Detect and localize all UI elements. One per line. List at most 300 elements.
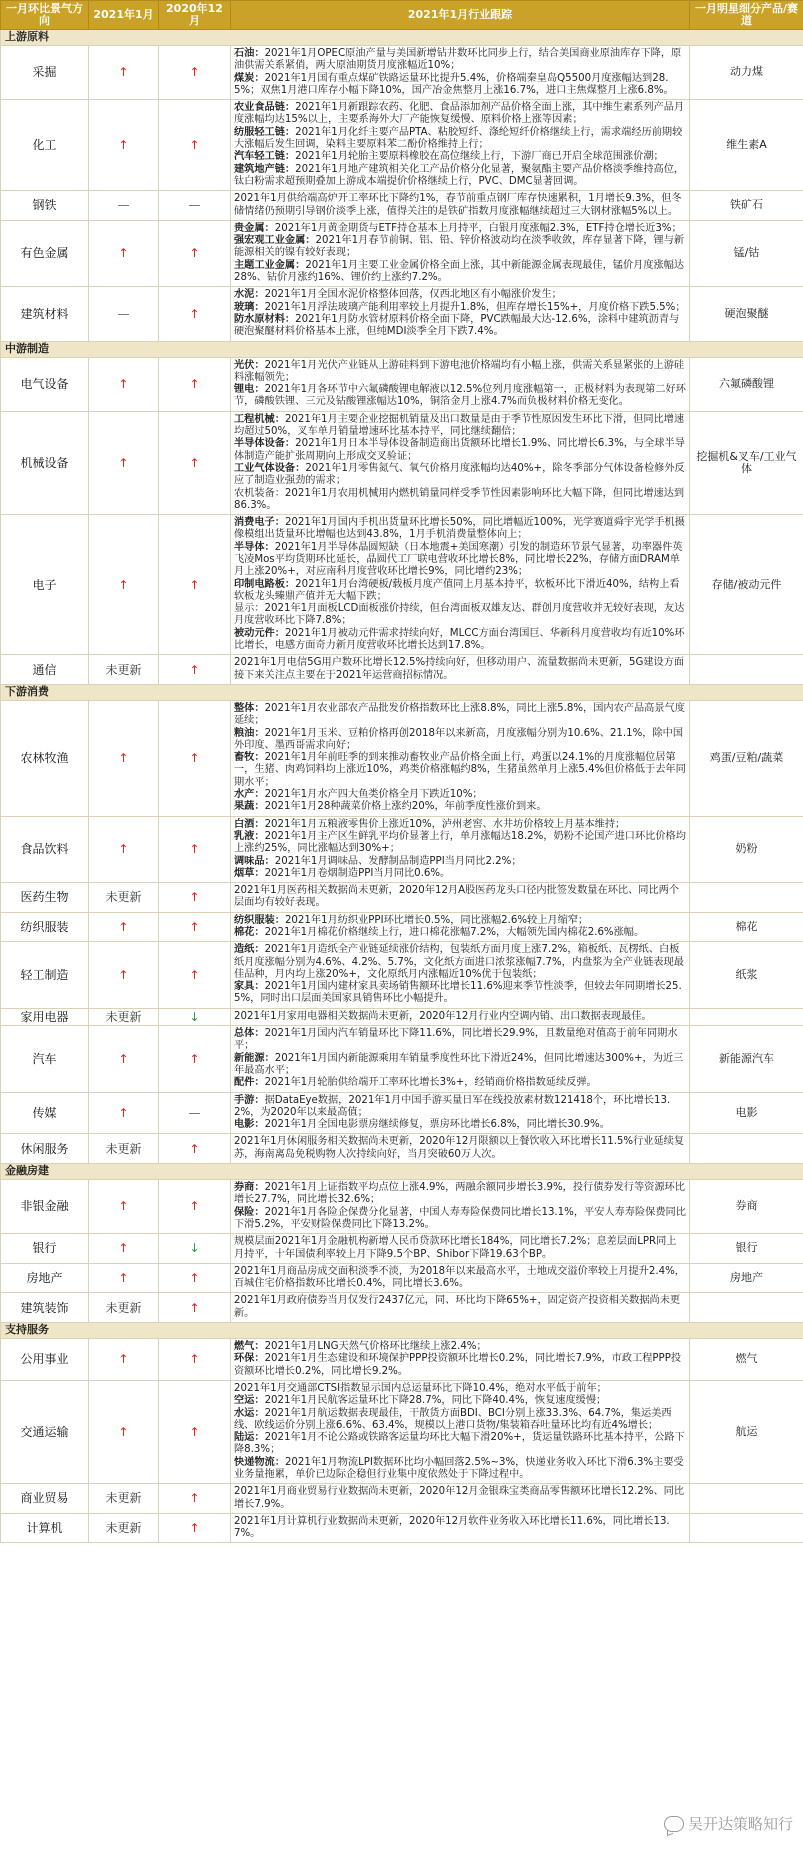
tracking-text <box>231 191 690 221</box>
table-row <box>1 1134 803 1164</box>
dec-direction: — <box>159 191 231 221</box>
tracking-keyword: 畜牧： <box>234 752 265 764</box>
jan-direction: 未更新 <box>89 655 159 685</box>
dec-direction: ↑ <box>159 1263 231 1293</box>
tracking-detail: 2021年1月水产四大鱼类价格全月下跌近10%； <box>264 789 483 801</box>
dec-direction: ↑ <box>159 816 231 882</box>
tracking-detail: 2021年1月造纸全产业链延续涨价结构，包装纸方面月度上涨7.2%，箱板纸、瓦楞纸、白板纸月度涨幅分别为4.6%、4.2%、5.7%，文化纸方面进口浓浆涨幅7.7%，内盘浆为全产业链表现最佳品种，月内均上涨20%+，文化原纸月内涨幅近10%优于包装纸； <box>234 944 684 980</box>
tracking-keyword: 建筑地产链： <box>234 163 296 175</box>
tracking-paragraph <box>234 915 686 927</box>
tracking-detail: 2021年1月光伏产业链从上游硅料到下游电池价格端均有小幅上涨，供需关系显紧张的上游硅料涨幅领先； <box>234 359 685 383</box>
tracking-detail: 2021年1月主要企业挖掘机销量及出口数量是由于季节性原因发生环比下滑，但同比增速均超过50%，叉车单月销量增速环比基本持平，同比继续翻倍； <box>234 413 685 438</box>
industry-name: 计算机 <box>1 1513 89 1543</box>
tracking-paragraph <box>234 1011 686 1023</box>
tracking-paragraph <box>234 1408 686 1433</box>
tracking-detail: 2021年1月国内手机出货量环比增长50%，同比增幅近100%，光学赛道舜宇光学手机摄像模组出货量环比增幅也达到43.8%，1月手机消费量整体向上； <box>234 517 685 541</box>
star-product: 棉花 <box>690 912 803 942</box>
tracking-detail: 2021年1月国内汽车销量环比下降11.6%，同比增长29.9%，且数量绝对值高于前年同期水平； <box>234 1028 678 1052</box>
tracking-paragraph <box>234 48 686 73</box>
star-product: 航运 <box>690 1380 803 1483</box>
star-product: 维生素A <box>690 100 803 191</box>
jan-direction: 未更新 <box>89 1293 159 1323</box>
industry-name: 家用电器 <box>1 1008 89 1025</box>
dec-direction: ↑ <box>159 700 231 816</box>
table-row <box>1 357 803 411</box>
tracking-paragraph <box>234 1207 686 1232</box>
dec-direction: ↑ <box>159 1380 231 1483</box>
star-product: 动力煤 <box>690 46 803 100</box>
dec-direction: ↑ <box>159 912 231 942</box>
header-dec: 2020年12月 <box>159 1 231 30</box>
tracking-detail: 2021年1月国内新能源乘用车销量季度性环比下滑近24%，但同比增速达300%+，为近三年最高水平； <box>234 1052 684 1076</box>
tracking-paragraph <box>234 831 686 856</box>
header-product: 一月明星细分产品/赛道 <box>690 1 803 30</box>
tracking-paragraph <box>234 360 686 385</box>
table-row <box>1 700 803 816</box>
tracking-detail: 2021年1月休闲服务相关数据尚未更新，2020年12月限额以上餐饮收入环比增长11.5%行业延续复苏，海南离岛免税购物人次持续向好，当月突破60万人次。 <box>234 1136 685 1160</box>
tracking-text <box>231 1234 690 1264</box>
tracking-detail: 2021年1月国内建材家具卖场销售额环比增长11.6%迎来季节性淡季，但较去年同期增长25.5%，同时出口层面美国家具销售环比小幅提升。 <box>234 981 682 1005</box>
tracking-paragraph <box>234 1119 686 1131</box>
industry-name: 房地产 <box>1 1263 89 1293</box>
tracking-keyword: 水泥： <box>234 289 265 301</box>
tracking-detail: 2021年1月家用电器相关数据尚未更新，2020年12月行业内空调内销、出口数据表现最佳。 <box>234 1010 652 1022</box>
jan-direction: ↑ <box>89 700 159 816</box>
star-product: 存储/被动元件 <box>690 515 803 655</box>
tracking-detail: 2021年1月农业部农产品批发价格指数环比上涨8.8%，同比上涨5.8%，国内农产品高景气度延续； <box>234 702 685 727</box>
tracking-paragraph <box>234 235 686 260</box>
table-row <box>1 1234 803 1264</box>
tracking-paragraph <box>234 579 686 604</box>
jan-direction: 未更新 <box>89 1008 159 1025</box>
jan-direction: ↑ <box>89 942 159 1008</box>
table-row <box>1 287 803 341</box>
tracking-paragraph <box>234 603 686 628</box>
tracking-keyword: 纺服轻工链： <box>234 126 296 138</box>
dec-direction: ↑ <box>159 1180 231 1234</box>
tracking-keyword: 环保： <box>234 1353 265 1365</box>
tracking-detail: 据DataEye数据，2021年1月中国手游买量日军在线投放素材数121418个，环比增长13.2%，为2020年以来最高值； <box>234 1094 671 1118</box>
tracking-detail: 2021年1月春节前铜、铝、铅、锌价格波动均在淡季收敛，库存显著下降，锂与新能源相关的镍有较好表现； <box>234 235 685 259</box>
jan-direction: ↑ <box>89 100 159 191</box>
tracking-text <box>231 655 690 685</box>
tracking-paragraph <box>234 384 686 409</box>
tracking-text <box>231 1134 690 1164</box>
tracking-detail: 2021年1月民航客运量环比下降28.7%，同比下降40.4%，恢复速度缓慢； <box>264 1395 607 1407</box>
industry-name: 食品饮料 <box>1 816 89 882</box>
tracking-paragraph <box>234 1432 686 1457</box>
star-product: 电影 <box>690 1092 803 1134</box>
tracking-text <box>231 912 690 942</box>
header-tracking: 2021年1月行业跟踪 <box>231 1 690 30</box>
tracking-detail: 2021年1月棉花价格继续上行，进口棉花涨幅7.2%，大幅领先国内棉花2.6%涨幅。 <box>264 927 645 938</box>
industry-name: 轻工制造 <box>1 942 89 1008</box>
tracking-keyword: 锂电： <box>234 384 265 396</box>
tracking-paragraph <box>234 1395 686 1407</box>
tracking-paragraph <box>234 981 686 1006</box>
tracking-keyword: 造纸： <box>234 944 265 956</box>
tracking-keyword: 燃气： <box>234 1341 265 1353</box>
section-row <box>1 30 803 46</box>
jan-direction: 未更新 <box>89 1484 159 1514</box>
dec-direction: ↑ <box>159 100 231 191</box>
jan-direction: ↑ <box>89 1092 159 1134</box>
tracking-text <box>231 46 690 100</box>
star-product: 房地产 <box>690 1263 803 1293</box>
tracking-detail: 2021年1月航运数据表现最佳，干散货方面BDI、BCI分别上涨33.3%、64.7%，集运美西线、欧线运价分别上涨6.6%、63.4%，规模以上港口货物/集装箱吞吐量环比均有近4%增长； <box>234 1407 672 1431</box>
tracking-detail: 2021年1月OPEC原油产量与美国新增钻井数环比同步上行，结合美国商业原油库存下降，原油供需关系紧俏，两大原油期货月度涨幅近10%； <box>234 48 682 72</box>
tracking-detail: 2021年1月主要工业金属价格全面上涨，其中新能源金属表现最佳，锰价月度涨幅达28%、钴价月涨约16%、锂价约上涨约7.2%。 <box>234 259 685 284</box>
industry-name: 有色金属 <box>1 220 89 286</box>
jan-direction: ↑ <box>89 1263 159 1293</box>
industry-name: 通信 <box>1 655 89 685</box>
tracking-paragraph <box>234 289 686 301</box>
tracking-detail: 2021年1月国有重点煤矿铁路运量环比提升5.4%，价格端秦皇岛Q5500月度涨幅达到28.5%；双焦1月港口库存小幅下降10%，国产冶金焦整月上涨16.7%，进口主焦煤整月上涨6.8%。 <box>234 72 674 96</box>
table-row <box>1 1092 803 1134</box>
tracking-detail: 2021年1月商业贸易行业数据尚未更新，2020年12月金银珠宝类商品零售额环比增长12.2%、同比增长7.9%。 <box>234 1486 685 1510</box>
jan-direction: 未更新 <box>89 883 159 913</box>
tracking-detail: 2021年1月新跟踪农药、化肥、食品添加剂产品价格全面上涨，其中维生素系列产品月度涨幅均达15%以上，主要系海外大厂产能恢复缓慢、原料价格上涨等因素； <box>234 102 685 126</box>
tracking-text <box>231 515 690 655</box>
star-product <box>690 1293 803 1323</box>
jan-direction: ↑ <box>89 1026 159 1092</box>
tracking-keyword: 被动元件： <box>234 627 285 639</box>
tracking-paragraph <box>234 1486 686 1511</box>
tracking-keyword: 空运： <box>234 1395 265 1407</box>
industry-name: 农林牧渔 <box>1 700 89 816</box>
tracking-text <box>231 1180 690 1234</box>
jan-direction: 未更新 <box>89 1513 159 1543</box>
tracking-detail: 2021年1月化纤主要产品PTA、粘胶短纤、涤纶短纤价格继续上行，需求端经历前期较大涨幅后发生回调，染料主要原料苯二酚价格维持上行； <box>234 126 683 151</box>
table-row <box>1 1263 803 1293</box>
star-product: 铁矿石 <box>690 191 803 221</box>
tracking-paragraph <box>234 657 686 682</box>
tracking-keyword: 总体： <box>234 1028 265 1040</box>
star-product <box>690 1008 803 1025</box>
dec-direction: ↑ <box>159 357 231 411</box>
header-jan: 2021年1月 <box>89 1 159 30</box>
table-row <box>1 816 803 882</box>
tracking-keyword: 白酒： <box>234 818 265 830</box>
tracking-detail: 2021年1月防水管材原料价格全面下降，PVC跌幅最大达-12.6%，涂料中建筑沥青与硬泡聚醚材料价格基本上涨，但纯MDI淡季全月下跌7.4%。 <box>234 313 680 338</box>
tracking-text <box>231 700 690 816</box>
tracking-text <box>231 411 690 514</box>
tracking-keyword: 保险： <box>234 1206 265 1218</box>
tracking-detail: 2021年1月供给端高炉开工率环比下降约1%，春节前重点钢厂库存快速累积，1月增长9.3%，但冬储情绪仍预期引导钢价淡季上涨，值得关注的是铁矿指数月度涨幅继续超过三大钢材涨幅5%以上。 <box>234 193 682 217</box>
tracking-keyword: 家具： <box>234 981 265 993</box>
tracking-paragraph <box>234 414 686 439</box>
tracking-paragraph <box>234 463 686 488</box>
tracking-paragraph <box>234 885 686 910</box>
industry-name: 电子 <box>1 515 89 655</box>
tracking-paragraph <box>234 488 686 513</box>
tracking-keyword: 强宏观工业金属： <box>234 235 316 247</box>
tracking-keyword: 整体： <box>234 702 265 714</box>
jan-direction: ↑ <box>89 1380 159 1483</box>
tracking-text <box>231 1263 690 1293</box>
star-product: 纸浆 <box>690 942 803 1008</box>
table-row <box>1 46 803 100</box>
tracking-paragraph <box>234 151 686 163</box>
tracking-keyword: 水产： <box>234 789 265 801</box>
tracking-keyword: 汽车轻工链： <box>234 151 296 163</box>
industry-name: 商业贸易 <box>1 1484 89 1514</box>
tracking-detail: 2021年1月医药相关数据尚未更新，2020年12月A股医药龙头口径内批签发数量在环比、同比两个层面均有较好表现。 <box>234 885 680 909</box>
section-row <box>1 684 803 700</box>
dec-direction: — <box>159 1092 231 1134</box>
section-row <box>1 341 803 357</box>
tracking-detail: 2021年1月物流LPI数据环比均小幅回落2.5%~3%，快递业务收入环比下滑6.3%主要受业务量拖累，单价已边际企稳但行业集中度依然处于下降过程中。 <box>234 1456 684 1480</box>
tracking-text <box>231 1484 690 1514</box>
tracking-paragraph <box>234 628 686 653</box>
dec-direction: ↑ <box>159 1134 231 1164</box>
tracking-paragraph <box>234 1053 686 1078</box>
tracking-keyword: 工程机械： <box>234 413 285 425</box>
dec-direction: ↓ <box>159 1234 231 1264</box>
tracking-keyword: 防水原材料： <box>234 313 296 325</box>
table-row <box>1 1513 803 1543</box>
dec-direction: ↑ <box>159 287 231 341</box>
table-row <box>1 1380 803 1483</box>
tracking-paragraph <box>234 102 686 127</box>
tracking-text <box>231 1008 690 1025</box>
tracking-paragraph <box>234 1095 686 1120</box>
dec-direction: ↑ <box>159 411 231 514</box>
tracking-paragraph <box>234 856 686 868</box>
industry-name: 纺织服装 <box>1 912 89 942</box>
jan-direction: ↑ <box>89 46 159 100</box>
jan-direction: — <box>89 191 159 221</box>
tracking-detail: 2021年1月各环节中六氟磷酸锂电解液以12.5%位列月度涨幅第一，正极材料为表现第二好环节，磷酸铁锂、三元及钴酸锂涨幅达10%，铜箔金月上涨4.7%而负极材料价格无变化。 <box>234 384 686 408</box>
table-row <box>1 515 803 655</box>
table-body <box>1 30 803 1543</box>
industry-name: 休闲服务 <box>1 1134 89 1164</box>
section-title: 金融房建 <box>1 1164 803 1180</box>
tracking-keyword: 调味品： <box>234 855 275 867</box>
tracking-keyword: 贵金属： <box>234 222 275 234</box>
tracking-detail: 2021年1月轮胎供给端开工率环比增长3%+，经销商价格指数延续反弹。 <box>264 1077 597 1089</box>
tracking-text <box>231 1380 690 1483</box>
tracking-keyword: 烟草： <box>234 867 265 879</box>
tracking-detail: 2021年1月黄金期货与ETF持仓基本上月持平，白银月度涨幅2.3%，ETF持仓增长近3%； <box>274 222 682 234</box>
tracking-detail: 2021年1月台湾硬板/载板月度产值同上月基本持平，软板环比下滑近40%，结构上看软板龙头臻鼎产值并无大幅下跌； <box>234 578 680 602</box>
jan-direction: ↑ <box>89 1234 159 1264</box>
tracking-paragraph <box>234 728 686 753</box>
tracking-paragraph <box>234 1028 686 1053</box>
star-product: 券商 <box>690 1180 803 1234</box>
table-row <box>1 1180 803 1234</box>
section-row <box>1 1164 803 1180</box>
jan-direction: ↑ <box>89 220 159 286</box>
tracking-paragraph <box>234 73 686 98</box>
tracking-keyword: 乳液： <box>234 830 265 842</box>
table-row <box>1 883 803 913</box>
table-row <box>1 942 803 1008</box>
tracking-keyword: 电影： <box>234 1119 265 1131</box>
star-product: 鸡蛋/豆粕/蔬菜 <box>690 700 803 816</box>
tracking-detail: 2021年1月调味品、发酵制品制造PPI当月同比2.2%； <box>274 855 522 867</box>
tracking-keyword: 果蔬： <box>234 801 265 813</box>
jan-direction: ↑ <box>89 411 159 514</box>
industry-name: 化工 <box>1 100 89 191</box>
tracking-paragraph <box>234 1136 686 1161</box>
tracking-keyword: 消费电子： <box>234 517 285 529</box>
tracking-detail: 2021年1月生态建设和环境保护PPP投资额环比增长0.2%，同比增长7.9%，市政工程PPP投资额环比增长0.2%，同比增长9.2%。 <box>234 1353 682 1377</box>
section-row <box>1 1323 803 1339</box>
industry-name: 传媒 <box>1 1092 89 1134</box>
tracking-paragraph <box>234 1341 686 1353</box>
industry-name: 汽车 <box>1 1026 89 1092</box>
watermark-text: 吴开达策略知行 <box>687 1815 793 1833</box>
tracking-detail: 显示：2021年1月面板LCD面板涨价持续，但台湾面板双雄友达、群创月度营收并无较好表现，友达月度营收环比下降7.8%； <box>234 603 685 627</box>
star-product: 硬泡聚醚 <box>690 287 803 341</box>
industry-name: 建筑装饰 <box>1 1293 89 1323</box>
dec-direction: ↑ <box>159 220 231 286</box>
tracking-text <box>231 220 690 286</box>
dec-direction: ↑ <box>159 942 231 1008</box>
industry-name: 医药生物 <box>1 883 89 913</box>
jan-direction: ↑ <box>89 1339 159 1381</box>
tracking-paragraph <box>234 1516 686 1541</box>
jan-direction: ↑ <box>89 912 159 942</box>
tracking-detail: 2021年1月各险企保费分化显著，中国人寿寿险保费同比增长13.1%，平安人寿寿险保费同比下滑5.2%，平安财险保费同比下降13.2%。 <box>234 1206 686 1230</box>
table-row <box>1 191 803 221</box>
tracking-detail: 2021年1月上证指数平均点位上涨4.9%，两融余额同步增长3.9%，投行债券发行等资源环比增长27.7%，同比增长32.6%； <box>234 1182 685 1206</box>
tracking-paragraph <box>234 1236 686 1261</box>
tracking-paragraph <box>234 1295 686 1320</box>
jan-direction: ↑ <box>89 1180 159 1234</box>
tracking-keyword: 粮油： <box>234 727 265 739</box>
tracking-paragraph <box>234 302 686 314</box>
dec-direction: ↑ <box>159 1513 231 1543</box>
table-row <box>1 411 803 514</box>
table-row <box>1 1008 803 1025</box>
star-product: 燃气 <box>690 1339 803 1381</box>
tracking-detail: 2021年1月28种蔬菜价格上涨约20%，年前季度性涨价到来。 <box>264 801 547 813</box>
dec-direction: ↑ <box>159 883 231 913</box>
tracking-paragraph <box>234 164 686 189</box>
tracking-paragraph <box>234 1077 686 1089</box>
star-product <box>690 1134 803 1164</box>
star-product <box>690 1513 803 1543</box>
tracking-text <box>231 816 690 882</box>
tracking-paragraph <box>234 868 686 880</box>
tracking-keyword: 纺织服装： <box>234 914 285 926</box>
table-row <box>1 220 803 286</box>
tracking-paragraph <box>234 752 686 789</box>
jan-direction: ↑ <box>89 357 159 411</box>
dec-direction: ↓ <box>159 1008 231 1025</box>
star-product: 挖掘机&叉车/工业气体 <box>690 411 803 514</box>
tracking-text <box>231 1026 690 1092</box>
tracking-paragraph <box>234 703 686 728</box>
tracking-keyword: 玻璃： <box>234 301 265 313</box>
tracking-keyword: 主题工业金属： <box>234 259 306 271</box>
dec-direction: ↑ <box>159 1484 231 1514</box>
tracking-paragraph <box>234 314 686 339</box>
tracking-keyword: 陆运： <box>234 1432 265 1444</box>
tracking-detail: 规模层面2021年1月金融机构新增人民币贷款环比增长184%，同比增长7.2%；息差层面LPR同上月持平，十年国债利率较上月下降9.5个BP、Shibor下降19.63个BP。 <box>234 1236 677 1260</box>
dec-direction: ↑ <box>159 1293 231 1323</box>
tracking-text <box>231 357 690 411</box>
jan-direction: 未更新 <box>89 1134 159 1164</box>
tracking-keyword: 石油： <box>234 48 265 59</box>
tracking-detail: 2021年1月五粮液零售价上涨近10%，泸州老窖、水井坊价格较上月基本维持； <box>264 818 626 830</box>
tracking-detail: 2021年1月轮胎主要原料橡胶在高位继续上行，下游厂商已开启全球范围涨价潮； <box>295 151 664 163</box>
tracking-keyword: 配件： <box>234 1077 265 1089</box>
table-row <box>1 100 803 191</box>
industry-name: 建筑材料 <box>1 287 89 341</box>
industry-name: 钢铁 <box>1 191 89 221</box>
star-product: 奶粉 <box>690 816 803 882</box>
tracking-detail: 2021年1月零售氮气、氧气价格月度涨幅均达40%+，除冬季部分气体设备检修外反应了制造业强劲的需求； <box>234 462 685 487</box>
tracking-paragraph <box>234 1353 686 1378</box>
watermark <box>660 1812 797 1835</box>
tracking-detail: 2021年1月商品房成交面积淡季不淡，为2018年以来最高水平，土地成交溢价率较上月提升2.4%，百城住宅价格指数环比增长0.4%，同比增长3.6%。 <box>234 1265 685 1290</box>
tracking-detail: 2021年1月不论公路或铁路客运量均环比大幅下滑20%+，货运量铁路环比基本持平，公路下降8.3%； <box>234 1432 685 1456</box>
industry-name: 机械设备 <box>1 411 89 514</box>
tracking-keyword: 工业气体设备： <box>234 462 306 474</box>
tracking-keyword: 手游： <box>234 1094 265 1106</box>
tracking-detail: 2021年1月主产区生鲜乳平均价显著上行，单月涨幅达18.2%，奶粉不论国产进口环比价格均上涨约25%，同比涨幅达到30%+； <box>234 830 686 855</box>
section-title: 中游制造 <box>1 341 803 357</box>
dec-direction: ↑ <box>159 1026 231 1092</box>
wechat-icon <box>664 1816 684 1832</box>
dec-direction: ↑ <box>159 655 231 685</box>
tracking-keyword: 光伏： <box>234 359 265 371</box>
tracking-paragraph <box>234 927 686 939</box>
tracking-paragraph <box>234 1457 686 1482</box>
industry-name: 采掘 <box>1 46 89 100</box>
star-product: 锰/钴 <box>690 220 803 286</box>
jan-direction: ↑ <box>89 515 159 655</box>
table-row <box>1 1484 803 1514</box>
tracking-text <box>231 287 690 341</box>
tracking-detail: 农机装备：2021年1月农用机械用内燃机销量同样受季节性因素影响环比大幅下降，但同比增速达到86.3%。 <box>234 487 685 511</box>
table-row <box>1 655 803 685</box>
tracking-text <box>231 100 690 191</box>
tracking-keyword: 快递物流： <box>234 1456 285 1468</box>
tracking-detail: 2021年1月LNG天然气价格环比继续上涨2.4%； <box>264 1341 487 1353</box>
tracking-paragraph <box>234 801 686 813</box>
tracking-detail: 2021年1月交通部CTSI指数显示国内总运量环比下降10.4%，绝对水平低于前年； <box>234 1382 607 1394</box>
tracking-detail: 2021年1月年前旺季的到来推动畜牧业产品价格全面上行，鸡蛋以24.1%的月度涨幅位居第一，生猪、肉鸡饲料均上涨近10%，鸡类价格涨幅约8%，生猪虽然单月上涨5.4%但价格低于去年同期水平； <box>234 752 686 788</box>
tracking-detail: 2021年1月电信5G用户数环比增长12.5%持续向好，但移动用户、流量数据尚未更新，5G建设方面接下来关注点主要在于2021年运营商招标情况。 <box>234 657 685 681</box>
tracking-detail: 2021年1月全国电影票房继续修复，票房环比增长6.8%，同比增长30.9%。 <box>264 1119 610 1131</box>
tracking-keyword: 新能源： <box>234 1052 275 1064</box>
tracking-paragraph <box>234 438 686 463</box>
tracking-keyword: 棉花： <box>234 927 265 938</box>
table-row <box>1 1293 803 1323</box>
tracking-paragraph <box>234 127 686 152</box>
tracking-detail: 2021年1月地产建筑相关化工产品价格分化显著，聚氨酯主要产品价格淡季维持高位，钛白粉需求超预期叠加上游成本端提价价格继续上行，PVC、DMC显著回调。 <box>234 163 685 187</box>
tracking-paragraph <box>234 223 686 235</box>
tracking-text <box>231 1339 690 1381</box>
tracking-keyword: 半导体： <box>234 541 275 553</box>
tracking-detail: 2021年1月被动元件需求持续向好，MLCC方面台湾国巨、华新科月度营收均有近10%环比增长，电感方面奇力新月度营收环比增长达到17.8%。 <box>234 627 685 652</box>
dec-direction: ↑ <box>159 1339 231 1381</box>
tracking-text <box>231 1092 690 1134</box>
tracking-detail: 2021年1月全国水泥价格整体回落，仅西北地区有小幅涨价发生； <box>264 289 562 301</box>
tracking-text <box>231 1513 690 1543</box>
dec-direction: ↑ <box>159 46 231 100</box>
tracking-paragraph <box>234 944 686 981</box>
star-product <box>690 1484 803 1514</box>
section-title: 支持服务 <box>1 1323 803 1339</box>
star-product <box>690 883 803 913</box>
table-row <box>1 912 803 942</box>
tracking-detail: 2021年1月浮法玻璃产能利用率较上月提升1.8%，但库存增长15%+，月度价格下跌5.5%； <box>264 301 686 313</box>
